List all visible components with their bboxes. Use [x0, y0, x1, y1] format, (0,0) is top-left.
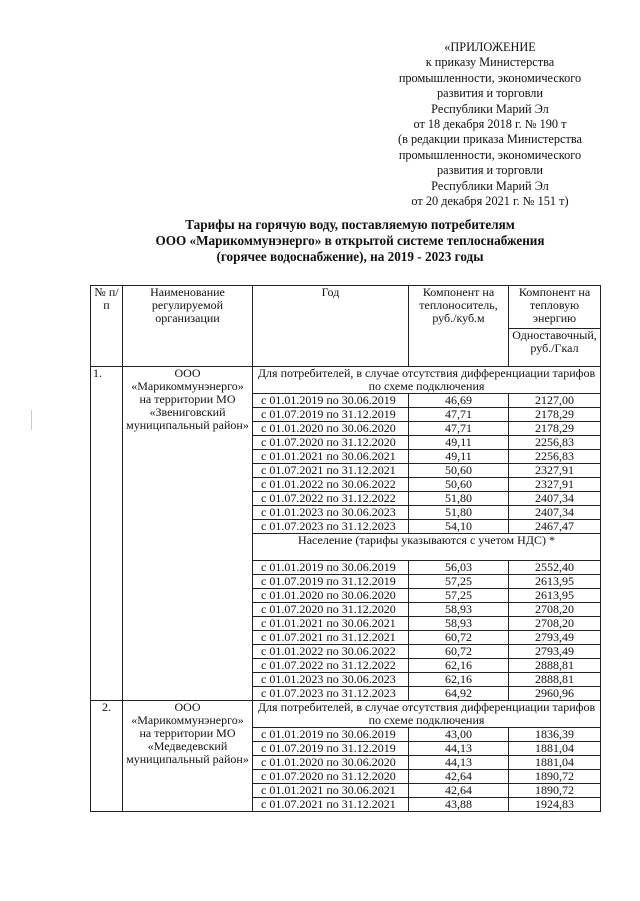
- appendix-line: промышленности, экономического: [398, 147, 582, 162]
- appendix-line: к приказу Министерства: [425, 55, 555, 70]
- carrier-value: 57,25: [409, 589, 509, 603]
- period: с 01.07.2020 по 31.12.2020: [253, 603, 409, 617]
- period: с 01.01.2022 по 30.06.2022: [253, 478, 409, 492]
- carrier-value: 58,93: [409, 603, 509, 617]
- carrier-value: 43,00: [409, 728, 509, 742]
- energy-value: 2888,81: [509, 659, 601, 673]
- period: с 01.07.2023 по 31.12.2023: [253, 520, 409, 534]
- appendix-line: (в редакции приказа Министерства: [398, 132, 582, 147]
- energy-value: 2793,49: [509, 645, 601, 659]
- scan-artifact: [31, 410, 32, 430]
- period: с 01.07.2020 по 31.12.2020: [253, 770, 409, 784]
- group-label: Для потребителей, в случае отсутствия дифференциации тарифов по схеме подключения: [253, 701, 601, 728]
- energy-value: 2793,49: [509, 631, 601, 645]
- carrier-value: 58,93: [409, 617, 509, 631]
- appendix-line: «ПРИЛОЖЕНИЕ: [444, 40, 536, 54]
- energy-value: 2708,20: [509, 617, 601, 631]
- energy-value: 1924,83: [509, 798, 601, 812]
- energy-value: 2178,29: [509, 422, 601, 436]
- group-label: Население (тарифы указываются с учетом НДС) *: [253, 534, 601, 561]
- title-line: (горячее водоснабжение), на 2019 - 2023 годы: [216, 249, 484, 264]
- period: с 01.07.2022 по 31.12.2022: [253, 492, 409, 506]
- energy-value: 1890,72: [509, 784, 601, 798]
- carrier-value: 54,10: [409, 520, 509, 534]
- carrier-value: 56,03: [409, 561, 509, 575]
- period: с 01.07.2021 по 31.12.2021: [253, 464, 409, 478]
- period: с 01.01.2023 по 30.06.2023: [253, 506, 409, 520]
- appendix-header: [380, 40, 600, 209]
- period: с 01.01.2022 по 30.06.2022: [253, 645, 409, 659]
- carrier-value: 50,60: [409, 464, 509, 478]
- energy-value: 2708,20: [509, 603, 601, 617]
- energy-value: 2960,96: [509, 687, 601, 701]
- header-comp-energy: Компонент на тепловую энергию: [509, 286, 601, 329]
- period: с 01.07.2019 по 31.12.2019: [253, 408, 409, 422]
- carrier-value: 44,13: [409, 742, 509, 756]
- carrier-value: 47,71: [409, 408, 509, 422]
- carrier-value: 51,80: [409, 506, 509, 520]
- energy-value: 2613,95: [509, 589, 601, 603]
- carrier-value: 49,11: [409, 436, 509, 450]
- carrier-value: 60,72: [409, 645, 509, 659]
- header-num: № п/п: [91, 286, 123, 367]
- period: с 01.07.2020 по 31.12.2020: [253, 436, 409, 450]
- energy-value: 2888,81: [509, 673, 601, 687]
- energy-value: 2407,34: [509, 506, 601, 520]
- period: с 01.01.2019 по 30.06.2019: [253, 561, 409, 575]
- energy-value: 1836,39: [509, 728, 601, 742]
- period: с 01.07.2021 по 31.12.2021: [253, 631, 409, 645]
- appendix-line: от 18 декабря 2018 г. № 190 т: [413, 117, 567, 132]
- carrier-value: 60,72: [409, 631, 509, 645]
- period: с 01.07.2021 по 31.12.2021: [253, 798, 409, 812]
- title-line: ООО «Марикоммунэнерго» в открытой системе теплоснабжения: [155, 233, 545, 248]
- carrier-value: 42,64: [409, 770, 509, 784]
- carrier-value: 64,92: [409, 687, 509, 701]
- period: с 01.01.2019 по 30.06.2019: [253, 394, 409, 408]
- energy-value: 2178,29: [509, 408, 601, 422]
- table-body: [91, 367, 601, 812]
- appendix-line: развития и торговли: [437, 163, 543, 178]
- period: с 01.01.2021 по 30.06.2021: [253, 617, 409, 631]
- period: с 01.01.2020 по 30.06.2020: [253, 589, 409, 603]
- carrier-value: 62,16: [409, 659, 509, 673]
- group-label: Для потребителей, в случае отсутствия дифференциации тарифов по схеме подключения: [253, 367, 601, 394]
- period: с 01.01.2020 по 30.06.2020: [253, 422, 409, 436]
- carrier-value: 42,64: [409, 784, 509, 798]
- appendix-line: промышленности, экономического: [398, 70, 582, 85]
- energy-value: 2327,91: [509, 464, 601, 478]
- energy-value: 1890,72: [509, 770, 601, 784]
- energy-value: 2407,34: [509, 492, 601, 506]
- energy-value: 2256,83: [509, 450, 601, 464]
- period: с 01.07.2019 по 31.12.2019: [253, 742, 409, 756]
- energy-value: 2127,00: [509, 394, 601, 408]
- period: с 01.07.2022 по 31.12.2022: [253, 659, 409, 673]
- tariff-table: [90, 285, 601, 812]
- carrier-value: 46,69: [409, 394, 509, 408]
- carrier-value: 49,11: [409, 450, 509, 464]
- energy-value: 2552,40: [509, 561, 601, 575]
- carrier-value: 51,80: [409, 492, 509, 506]
- energy-value: 2467,47: [509, 520, 601, 534]
- carrier-value: 47,71: [409, 422, 509, 436]
- period: с 01.01.2021 по 30.06.2021: [253, 450, 409, 464]
- org-number: 1.: [91, 367, 123, 701]
- group-header-row: [91, 367, 601, 394]
- title-line: Тарифы на горячую воду, поставляемую потребителям: [185, 217, 515, 232]
- carrier-value: 50,60: [409, 478, 509, 492]
- appendix-line: Республики Марий Эл: [431, 178, 549, 193]
- carrier-value: 44,13: [409, 756, 509, 770]
- group-header-row: [91, 701, 601, 728]
- period: с 01.01.2023 по 30.06.2023: [253, 673, 409, 687]
- header-comp-carrier: Компонент на теплоноситель, руб./куб.м: [409, 286, 509, 367]
- appendix-line: от 20 декабря 2021 г. № 151 т): [411, 194, 569, 209]
- org-name: ООО «Марикоммунэнерго» на территории МО «Звениговский муниципальный район»: [123, 367, 253, 701]
- org-number: 2.: [91, 701, 123, 812]
- period: с 01.07.2023 по 31.12.2023: [253, 687, 409, 701]
- energy-value: 2327,91: [509, 478, 601, 492]
- period: с 01.01.2019 по 30.06.2019: [253, 728, 409, 742]
- carrier-value: 57,25: [409, 575, 509, 589]
- period: с 01.01.2021 по 30.06.2021: [253, 784, 409, 798]
- energy-value: 1881,04: [509, 756, 601, 770]
- org-name: ООО «Марикоммунэнерго» на территории МО «Медведевский муниципальный район»: [123, 701, 253, 812]
- appendix-line: Республики Марий Эл: [431, 101, 549, 116]
- header-org: Наименование регулируемой организации: [123, 286, 253, 367]
- appendix-line: развития и торговли: [437, 86, 543, 101]
- energy-value: 2613,95: [509, 575, 601, 589]
- period: с 01.01.2020 по 30.06.2020: [253, 756, 409, 770]
- energy-value: 1881,04: [509, 742, 601, 756]
- header-comp-energy-sub: Одноставочный, руб./Гкал: [509, 328, 601, 366]
- document-title: [90, 217, 610, 265]
- carrier-value: 62,16: [409, 673, 509, 687]
- header-year: Год: [253, 286, 409, 367]
- carrier-value: 43,88: [409, 798, 509, 812]
- period: с 01.07.2019 по 31.12.2019: [253, 575, 409, 589]
- energy-value: 2256,83: [509, 436, 601, 450]
